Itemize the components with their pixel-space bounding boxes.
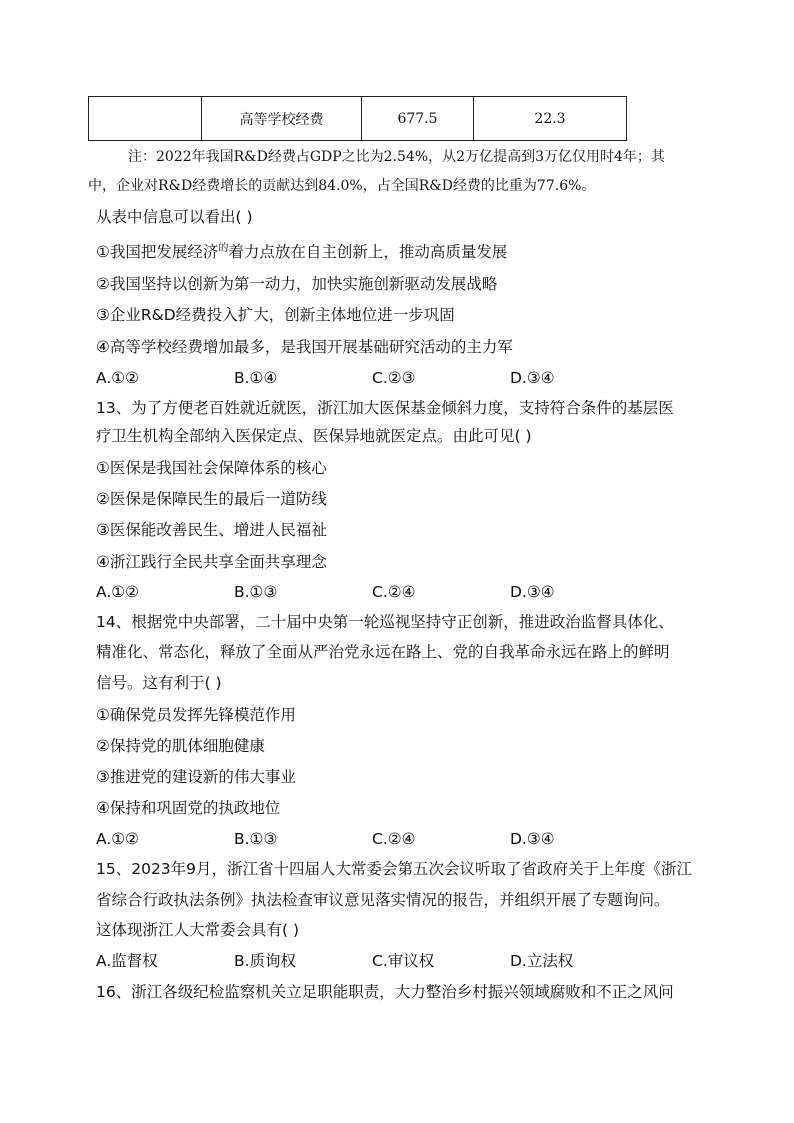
q15-option-c: C.审议权 (372, 952, 435, 970)
q13-option-c: C.②④ (372, 583, 416, 601)
table-row (89, 97, 627, 141)
q12-item-3: ③企业R&D经费投入扩大，创新主体地位进一步巩固 (96, 306, 455, 324)
table-cell-amount: 677.5 (362, 97, 474, 141)
q14-item-3: ③推进党的建设新的伟大事业 (96, 768, 296, 786)
q14-option-d: D.③④ (510, 830, 555, 848)
q13-option-a: A.①② (96, 583, 140, 601)
table-cell-share: 22.3 (474, 97, 627, 141)
q13-item-3: ③医保能改善民生、增进人民福祉 (96, 521, 327, 539)
table-cell-empty (89, 97, 202, 141)
q15-option-b: B.质询权 (234, 952, 297, 970)
q13-item-2: ②医保是保障民生的最后一道防线 (96, 490, 327, 508)
q15-option-a: A.监督权 (96, 952, 158, 970)
q13-option-b: B.①③ (234, 583, 278, 601)
q14-option-b: B.①③ (234, 830, 278, 848)
q13-option-d: D.③④ (510, 583, 555, 601)
q14-option-a: A.①② (96, 830, 140, 848)
q12-item-1-b: 着力点放在自主创新上，推动高质量发展 (228, 243, 508, 261)
data-table (88, 96, 627, 141)
q13-item-1: ①医保是我国社会保障体系的核心 (96, 459, 327, 477)
q14-item-4: ④保持和巩固党的执政地位 (96, 799, 281, 817)
q12-item-4: ④高等学校经费增加最多，是我国开展基础研究活动的主力军 (96, 338, 513, 356)
q12-option-d: D.③④ (510, 369, 555, 387)
q14-item-2: ②保持党的肌体细胞健康 (96, 737, 265, 755)
q12-item-1-sup: 的 (218, 243, 229, 254)
q13-item-4: ④浙江践行全民共享全面共享理念 (96, 553, 327, 571)
q12-option-b: B.①④ (234, 369, 278, 387)
q16-stem-1: 16、浙江各级纪检监察机关立足职能职责，大力整治乡村振兴领域腐败和不正之风问 (96, 983, 674, 1001)
q13-stem-2: 疗卫生机构全部纳入医保定点、医保异地就医定点。由此可见( ) (96, 427, 532, 445)
q15-stem-1: 15、2023年9月，浙江省十四届人大常委会第五次会议听取了省政府关于上年度《浙江 (96, 860, 693, 878)
q14-stem-2: 精准化、常态化，释放了全面从严治党永远在路上、党的自我革命永远在路上的鲜明 (96, 643, 670, 661)
q12-option-a: A.①② (96, 369, 140, 387)
q12-item-2: ②我国坚持以创新为第一动力，加快实施创新驱动发展战略 (96, 275, 498, 293)
q14-option-c: C.②④ (372, 830, 416, 848)
q12-stem: 从表中信息可以看出( ) (96, 208, 253, 226)
q13-stem-1: 13、为了方便老百姓就近就医，浙江加大医保基金倾斜力度，支持符合条件的基层医 (96, 399, 674, 417)
q12-option-c: C.②③ (372, 369, 416, 387)
note-line-2: 中，企业对R&D经费增长的贡献达到84.0%，占全国R&D经费的比重为77.6%。 (88, 178, 596, 194)
q14-stem-1: 14、根据党中央部署，二十届中央第一轮巡视坚持守正创新，推进政治监督具体化、 (96, 613, 674, 631)
table-note (88, 143, 706, 201)
q14-stem-3: 信号。这有利于( ) (96, 674, 222, 692)
q15-stem-2: 省综合行政执法条例》执法检查审议意见落实情况的报告，并组织开展了专题询问。 (96, 891, 670, 909)
q15-option-d: D.立法权 (510, 952, 574, 970)
q15-stem-3: 这体现浙江人大常委会具有( ) (96, 921, 300, 939)
q12-item-1 (96, 242, 507, 265)
note-line-1: 注：2022年我国R&D经费占GDP之比为2.54%，从2万亿提高到3万亿仅用时4年；其 (128, 149, 665, 165)
table-cell-category: 高等学校经费 (202, 97, 362, 141)
q14-item-1: ①确保党员发挥先锋模范作用 (96, 706, 296, 724)
q12-item-1-a: ①我国把发展经济 (96, 243, 219, 261)
